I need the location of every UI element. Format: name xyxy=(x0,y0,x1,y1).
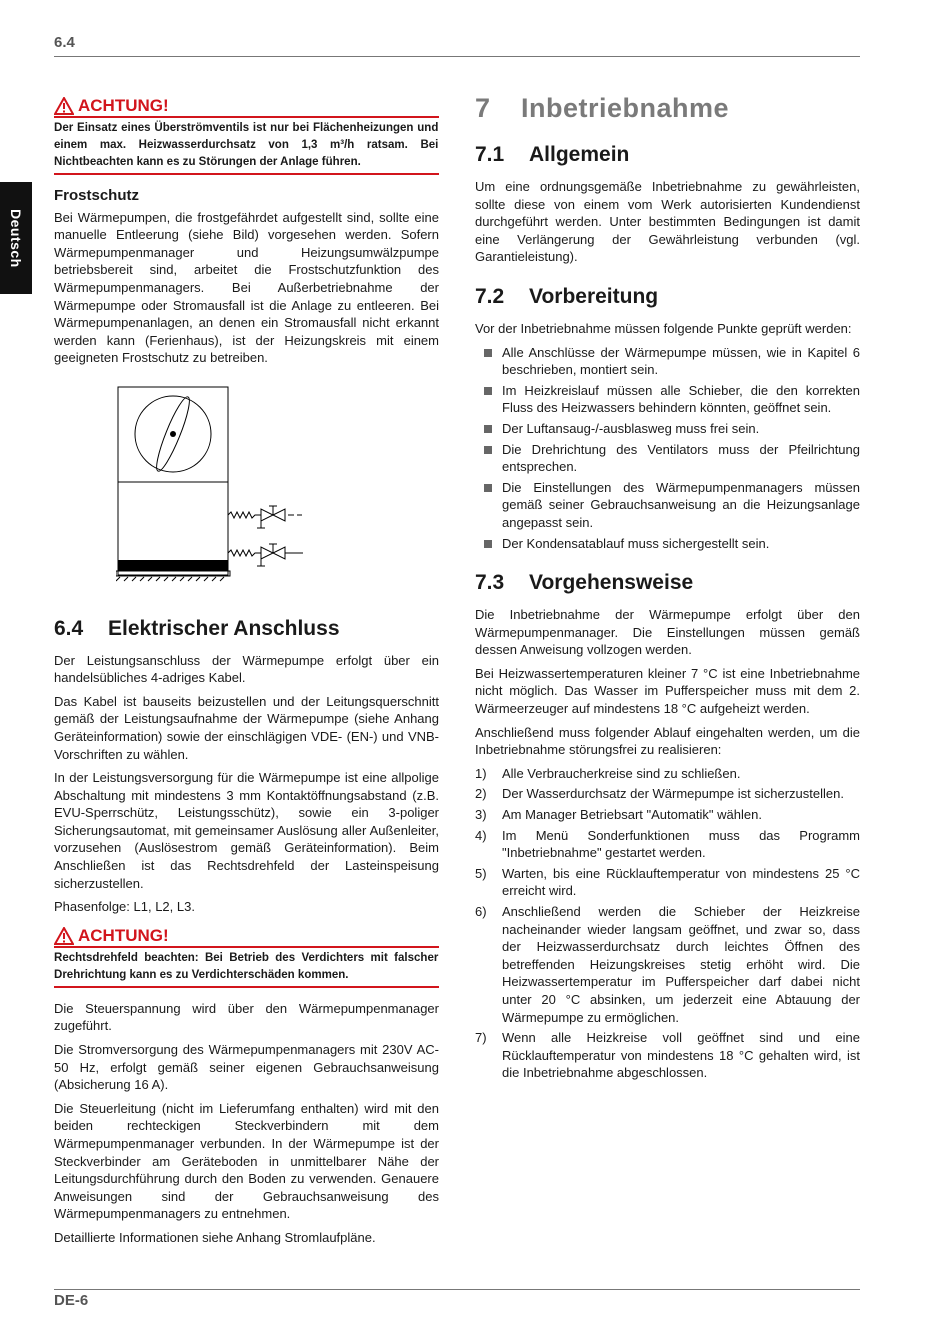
list-item: Die Drehrichtung des Ventilators muss der Pfeilrichtung entsprechen. xyxy=(475,441,860,476)
paragraph: Um eine ordnungsgemäße Inbetriebnahme zu gewährleisten, sollte diese von einem vom Werk autorisierten Kundendienst durchgeführt werden. Unter bestimmten Bedingungen ist damit eine Verlängerung der Gewährleistung verbunden (vgl. Garantieleistung). xyxy=(475,179,860,265)
right-column xyxy=(475,92,860,1085)
bullet-square-icon xyxy=(484,349,492,357)
procedure-steps xyxy=(475,765,860,1082)
paragraph: Bei Heizwassertemperaturen kleiner 7 °C ist eine Inbetriebnahme nicht möglich. Das Wasser im Pufferspeicher muss mit dem 2. Wärmeerzeuger auf mindestens 18 °C aufgeheizt werden. xyxy=(475,665,860,717)
paragraph: Die Steuerspannung wird über den Wärmepumpenmanager zugeführt. xyxy=(54,1000,439,1034)
language-tab: Deutsch xyxy=(0,182,32,294)
paragraph: Die Inbetriebnahme der Wärmepumpe erfolgt über den Wärmepumpenmanager. Die Einstellungen müssen gemäß dessen Anweisung vollzogen werden. xyxy=(475,607,860,658)
list-item: Der Luftansaug-/-ausblasweg muss frei sein. xyxy=(475,420,860,438)
header-rule xyxy=(54,56,860,57)
paragraph: In der Leistungsversorgung für die Wärmepumpe ist eine allpolige Abschaltung mit mindestens 3 mm Kontaktöffnungsabstand (z.B. EVU-Sperrschütz, Leistungsschütz), sowie ein 3-poliger Sicherungsautomat, mit gemeinsamer Auslösung aller Außenleiter, vorzusehen (Auslösestrom gemäß Geräteinformation). Beim Anschließen ist das Rechtsdrehfeld der Lasteinspeisung sicherzustellen. xyxy=(54,770,439,891)
list-item: Die Einstellungen des Wärmepumpenmanagers müssen gemäß seiner Gebrauchsanweisung an die Heizungsanlage angepasst sein. xyxy=(475,479,860,532)
warning-text: Der Einsatz eines Überströmventils ist nur bei Flächenheizungen und einem max. Heizwasserdurchsatz von 1,3 m³/h ratsam. Bei Nichtbeachten kann es zu Störungen der Anlage führen. xyxy=(54,120,439,168)
warning-triangle-icon xyxy=(54,927,74,945)
warning-triangle-icon xyxy=(54,97,74,115)
step-item: 2) Der Wasserdurchsatz der Wärmepumpe ist sicherzustellen. xyxy=(475,786,844,802)
step-item: 7) Wenn alle Heizkreise voll geöffnet sind und eine Rücklauftemperatur von mindestens 18 °C gehalten wird, ist die Inbetriebnahme abgeschlossen. xyxy=(475,1030,860,1081)
paragraph: Der Leistungsanschluss der Wärmepumpe erfolgt über ein handelsübliches 4-adriges Kabel. xyxy=(54,652,439,686)
warning-title: ACHTUNG! xyxy=(78,925,169,945)
footer-rule xyxy=(54,1289,860,1290)
step-item: 6) Anschließend werden die Schieber der Heizkreise nacheinander wieder langsam geöffnet, und zwar so, dass der Heizwasserdurchsatz durch leichtes Öffnen des betreffenden Heizungskreises stetig erhöht wird. Die Heizwassertemperatur im Pufferspeicher darf dabei nicht unter 20 °C absinken, um jederzeit eine Abtauung der Wärmepumpe zu ermöglichen. xyxy=(475,904,860,1025)
list-item: Der Kondensatablauf muss sichergestellt sein. xyxy=(475,535,860,553)
bullet-square-icon xyxy=(484,425,492,433)
section-heading-6-4: 6.4 Elektrischer Anschluss xyxy=(54,616,340,640)
warning-title: ACHTUNG! xyxy=(78,96,169,115)
chapter-heading: 7 Inbetriebnahme xyxy=(475,93,730,123)
checklist xyxy=(475,344,860,553)
paragraph: Phasenfolge: L1, L2, L3. xyxy=(54,899,195,915)
subheading-frostschutz: Frostschutz xyxy=(54,187,140,204)
warning-box xyxy=(54,926,439,988)
section-heading-7-2: 7.2 Vorbereitung xyxy=(475,284,659,308)
step-item: 4) Im Menü Sonderfunktionen muss das Programm "Inbetriebnahme" gestartet werden. xyxy=(475,827,860,861)
header-section-number: 6.4 xyxy=(54,34,75,51)
drain-diagram-figure xyxy=(116,385,316,585)
paragraph: Vor der Inbetriebnahme müssen folgende Punkte geprüft werden: xyxy=(475,320,852,336)
list-item: Alle Anschlüsse der Wärmepumpe müssen, wie in Kapitel 6 beschrieben, montiert sein. xyxy=(475,344,860,379)
page-number: DE-6 xyxy=(54,1292,89,1309)
left-column xyxy=(54,96,439,1253)
section-heading-7-3: 7.3 Vorgehensweise xyxy=(475,571,694,595)
paragraph: Bei Wärmepumpen, die frostgefährdet aufgestellt sind, sollte eine manuelle Entleerung (siehe Bild) vorgesehen werden. Sofern Wärmepumpenmanager und Heizungsumwälzpumpe betriebsbereit sind, arbeitet die Frostschutzfunktion des Wärmepumpenmanagers. Bei Außerbetriebnahme der Wärmepumpe oder Stromausfall ist die Anlage zu entleeren. Bei Wärmepumpenanlagen, an denen ein Stromausfall nicht erkannt werden kann (Ferienhaus), ist der Heizungskreis mit einem geeigneten Frostschutz zu betreiben. xyxy=(54,209,439,366)
warning-text: Rechtsdrehfeld beachten: Bei Betrieb des Verdichters mit falscher Drehrichtung kann es zu Verdichterschäden kommen. xyxy=(54,949,439,981)
paragraph: Die Stromversorgung des Wärmepumpenmanagers mit 230V AC-50 Hz, erfolgt gemäß seiner eigenen Gebrauchsanweisung (Absicherung 16 A). xyxy=(54,1042,439,1093)
section-heading-7-1: 7.1 Allgemein xyxy=(475,143,630,166)
paragraph: Die Steuerleitung (nicht im Lieferumfang enthalten) wird mit den beiden rechteckigen Steckverbindern mit dem Wärmepumpenmanager verbunden. In der Wärmepumpe ist der Steckverbinder am Geräteboden in unmittelbarer Nähe der Leitungsdurchführung durch den Boden zu verwenden. Genauere Anweisungen sind der Gebrauchsanweisung des Wärmepumpenmanagers zu entnehmen. xyxy=(54,1100,439,1222)
warning-box xyxy=(54,96,439,175)
bullet-square-icon xyxy=(484,540,492,548)
bullet-square-icon xyxy=(484,446,492,454)
paragraph: Anschließend muss folgender Ablauf eingehalten werden, um die Inbetriebnahme störungsfrei zu realisieren: xyxy=(475,724,860,758)
step-item: 3) Am Manager Betriebsart "Automatik" wählen. xyxy=(475,807,762,823)
bullet-square-icon xyxy=(484,387,492,395)
list-item: Im Heizkreislauf müssen alle Schieber, die den korrekten Fluss des Heizwassers behindern könnten, geöffnet sein. xyxy=(475,382,860,417)
paragraph: Detaillierte Informationen siehe Anhang Stromlaufpläne. xyxy=(54,1229,376,1245)
paragraph: Das Kabel ist bauseits beizustellen und der Leitungsquerschnitt gemäß der Leistungsaufnahme der Wärmepumpe (siehe Anhang Geräteinformation) sowie der einschlägigen VDE- (EN-) und VNB-Vorschriften zu wählen. xyxy=(54,693,439,762)
step-item: 5) Warten, bis eine Rücklauftemperatur von mindestens 25 °C erreicht wird. xyxy=(475,865,860,899)
step-item: 1) Alle Verbraucherkreise sind zu schließen. xyxy=(475,765,741,781)
bullet-square-icon xyxy=(484,484,492,492)
